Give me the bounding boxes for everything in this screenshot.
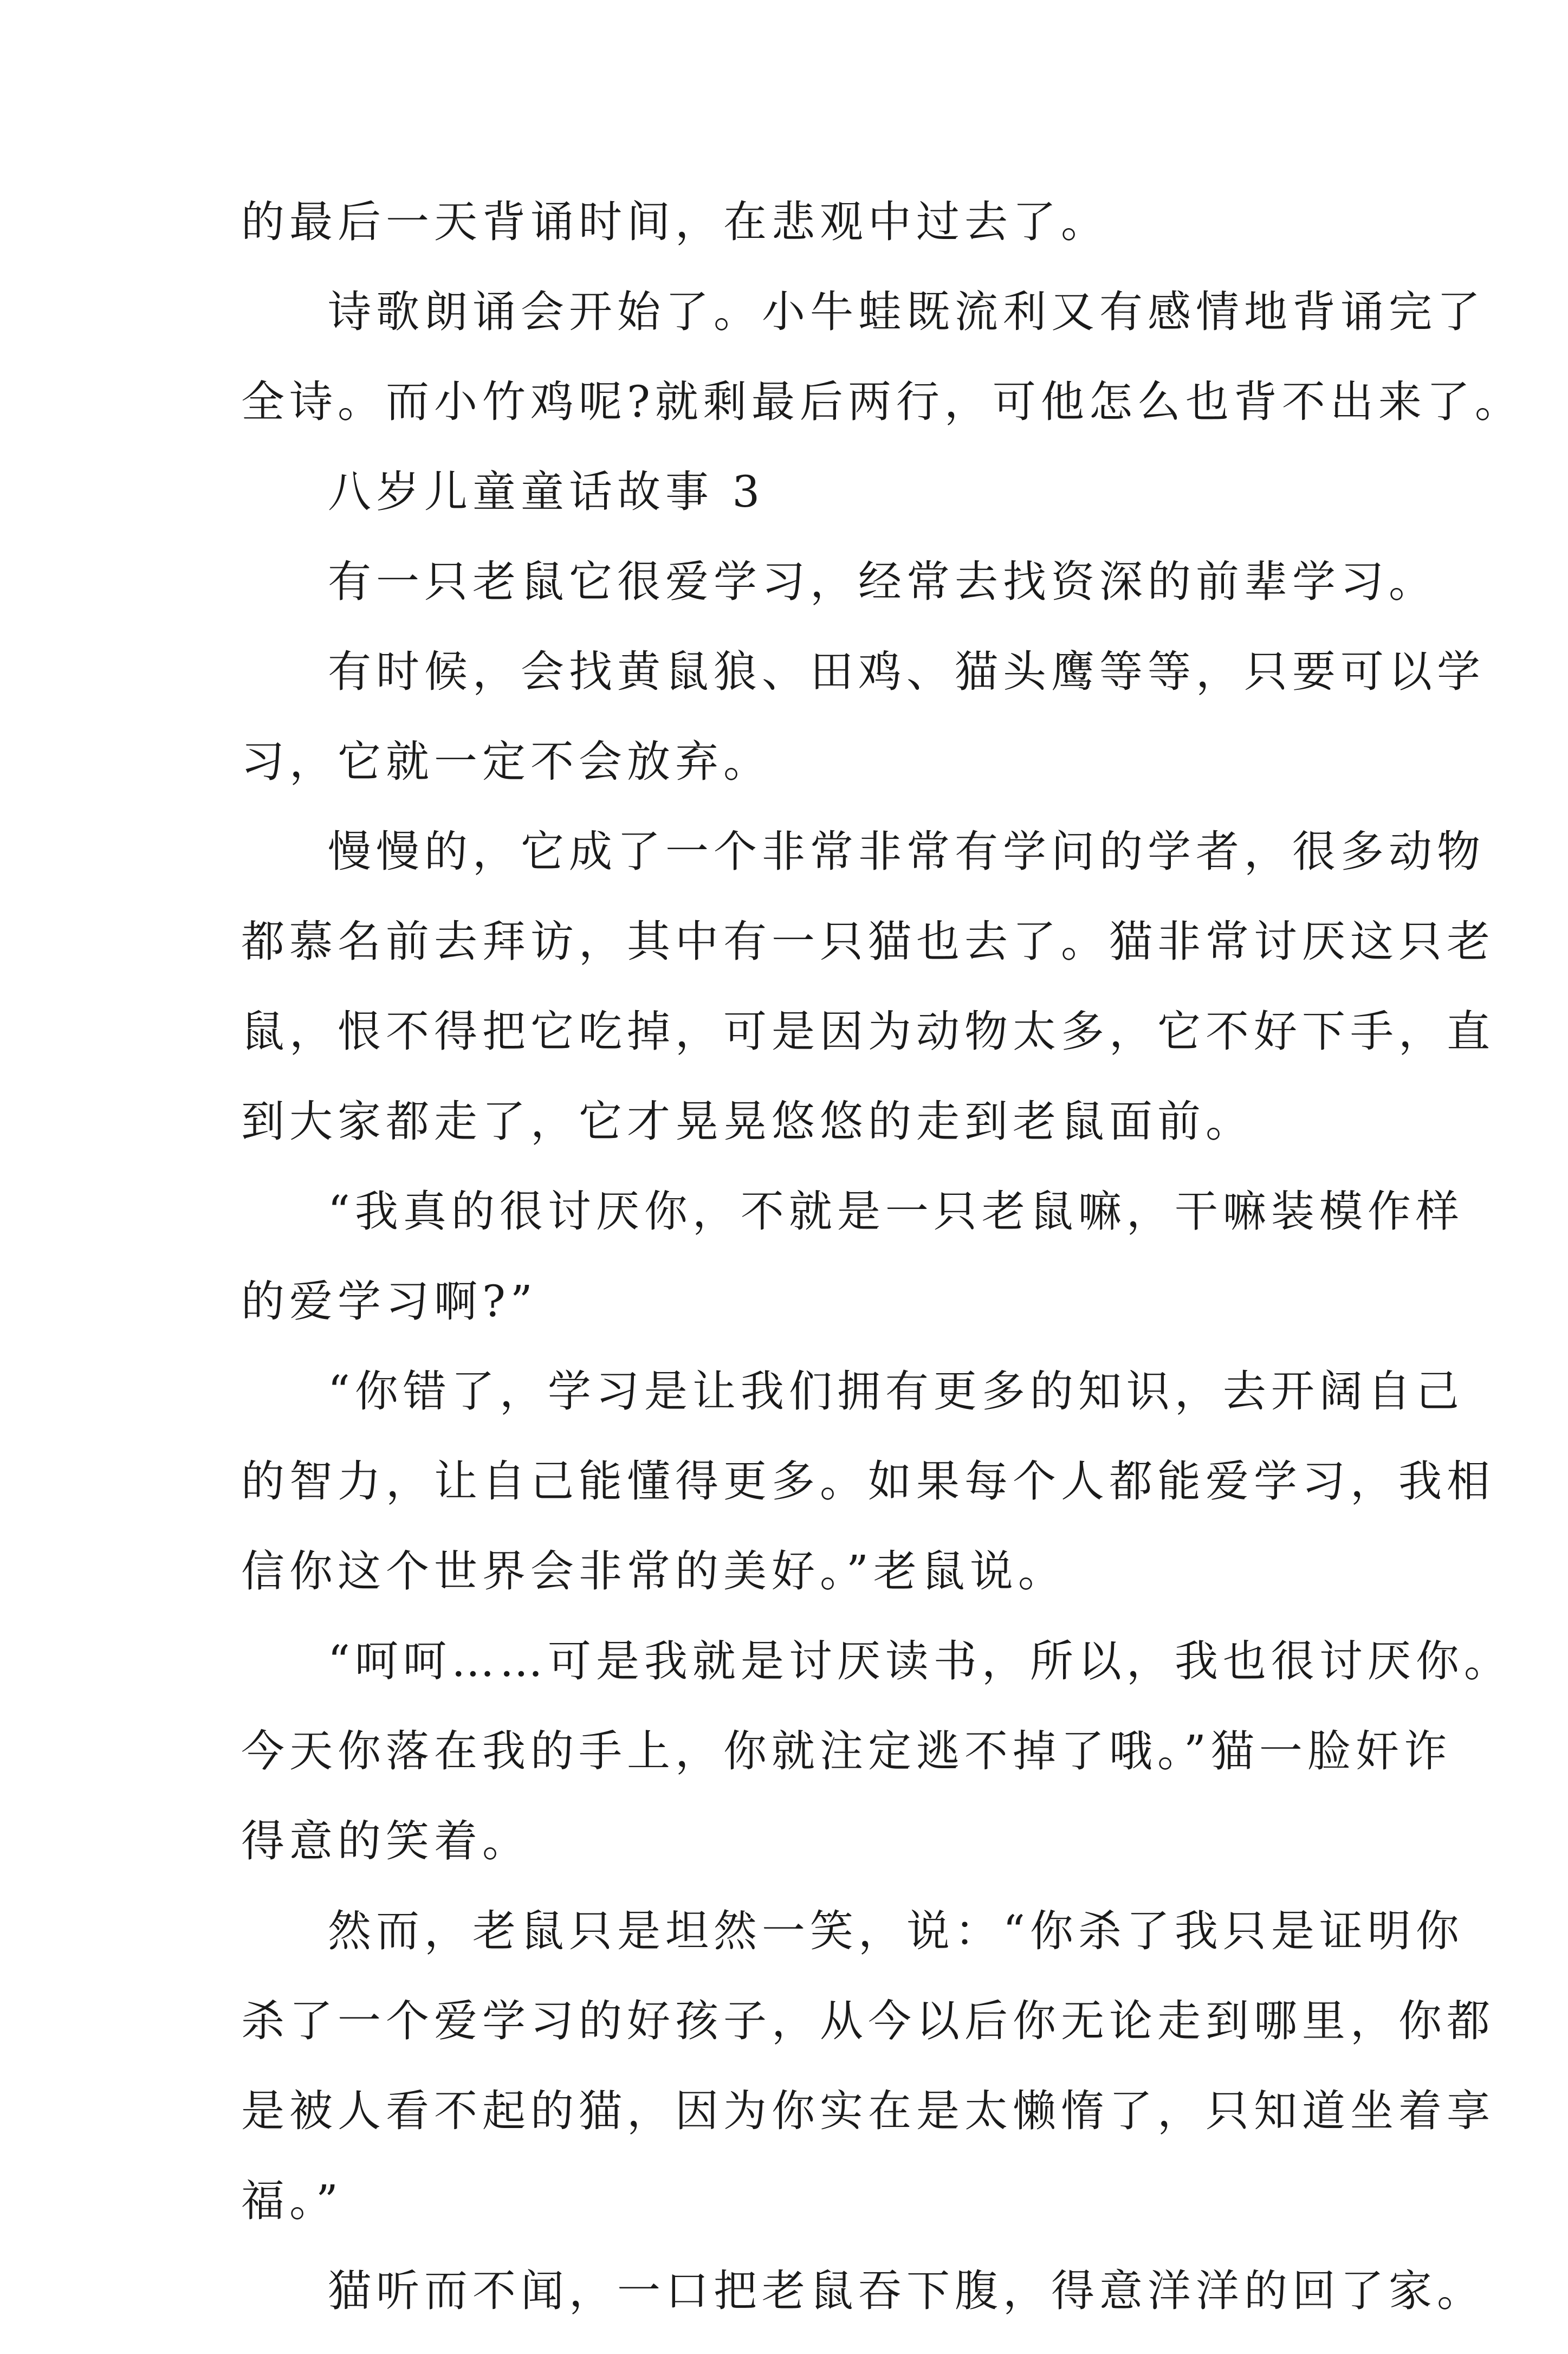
text-line: 到大家都走了，它才晃晃悠悠的走到老鼠面前。 (241, 1096, 1254, 1147)
text-line: 福。” (241, 2176, 343, 2226)
text-line: 慢慢的，它成了一个非常非常有学问的学者，很多动物 (328, 826, 1485, 877)
document-page (241, 195, 1523, 2354)
text-line: 有时候，会找黄鼠狼、田鸡、猫头鹰等等，只要可以学 (328, 646, 1485, 697)
text-line: 是被人看不起的猫，因为你实在是太懒惰了，只知道坐着享 (241, 2086, 1495, 2136)
text-line: 都慕名前去拜访，其中有一只猫也去了。猫非常讨厌这只老 (241, 916, 1495, 967)
text-line: “我真的很讨厌你，不就是一只老鼠嘛，干嘛装模作样 (328, 1186, 1464, 1237)
text-line: 杀了一个爱学习的好孩子，从今以后你无论走到哪里，你都 (241, 1996, 1495, 2046)
text-line: 得意的笑着。 (241, 1816, 530, 1866)
text-line: 今天你落在我的手上，你就注定逃不掉了哦。”猫一脸奸诈 (241, 1726, 1452, 1776)
text-line: 有一只老鼠它很爱学习，经常去找资深的前辈学习。 (328, 557, 1437, 607)
text-line: 的爱学习啊?” (241, 1276, 537, 1327)
text-line: “你错了，学习是让我们拥有更多的知识，去开阔自己 (328, 1366, 1464, 1417)
text-line: 然而，老鼠只是坦然一笑，说：“你杀了我只是证明你 (328, 1906, 1464, 1956)
text-line: 猫听而不闻，一口把老鼠吞下腹，得意洋洋的回了家。 (328, 2266, 1485, 2316)
text-line: “呵呵……可是我就是讨厌读书，所以，我也很讨厌你。 (328, 1636, 1512, 1686)
text-line: 的最后一天背诵时间，在悲观中过去了。 (241, 197, 1109, 247)
text-line: 诗歌朗诵会开始了。小牛蛙既流利又有感情地背诵完了 (328, 287, 1485, 337)
text-line: 信你这个世界会非常的美好。”老鼠说。 (241, 1546, 1066, 1596)
text-line: 的智力，让自己能懂得更多。如果每个人都能爱学习，我相 (241, 1456, 1495, 1506)
text-line: 全诗。而小竹鸡呢?就剩最后两行，可他怎么也背不出来了。 (241, 377, 1523, 427)
text-line: 鼠，恨不得把它吃掉，可是因为动物太多，它不好下手，直 (241, 1006, 1495, 1057)
section-heading: 八岁儿童童话故事 3 (328, 467, 765, 517)
text-line: 习，它就一定不会放弃。 (241, 736, 772, 787)
